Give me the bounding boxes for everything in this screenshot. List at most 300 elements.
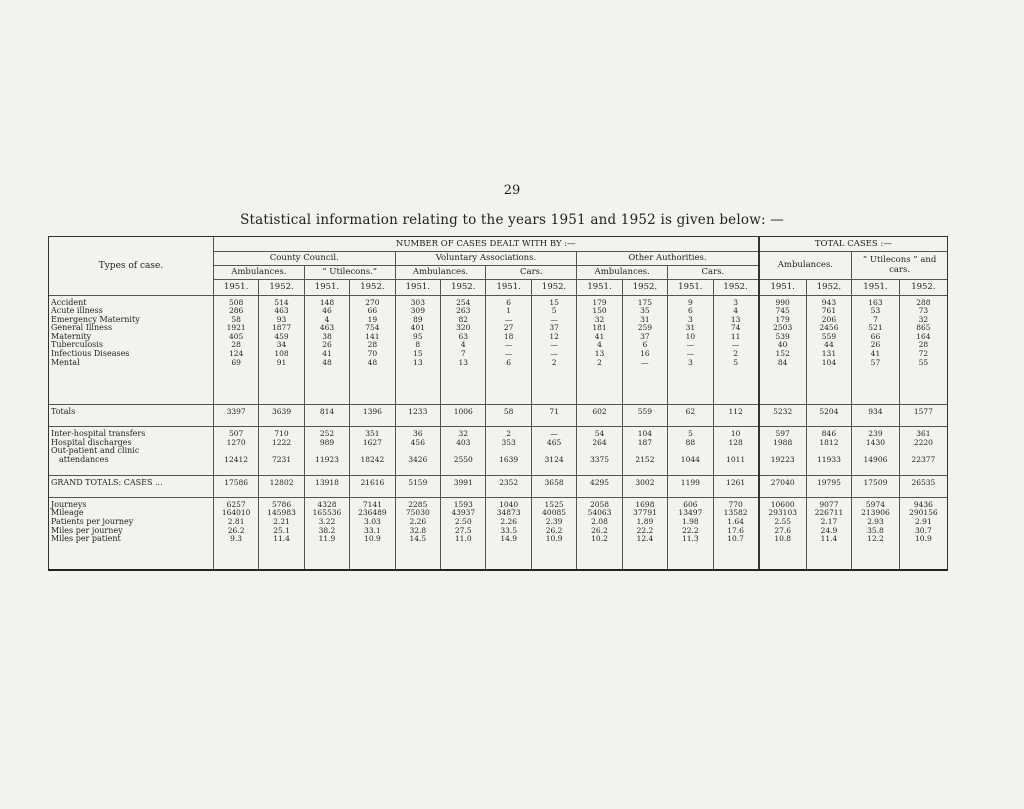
cell-value: —: [550, 429, 558, 439]
cell-value: —: [550, 349, 558, 359]
cell-value: 2503: [773, 323, 793, 333]
cell-value: 2: [597, 357, 602, 367]
cell-value: 38.2: [318, 525, 336, 535]
value-cell: [486, 497, 531, 569]
cell-value: 89: [413, 314, 423, 324]
value-cell: [213, 295, 258, 405]
cell-value: 179: [592, 297, 607, 307]
cell-value: 559: [637, 407, 653, 417]
cell-value: 131: [821, 349, 837, 359]
cell-value: —: [686, 340, 695, 350]
cell-value: 164010: [221, 508, 251, 518]
row-label: Tuberculosis: [51, 340, 103, 350]
cell-value: 179: [775, 314, 790, 324]
cell-value: 6: [506, 297, 512, 307]
cell-value: 2058: [589, 499, 610, 509]
value-cell: [213, 405, 258, 427]
cell-value: 30.7: [915, 525, 932, 535]
cell-value: 4295: [589, 478, 610, 488]
value-cell: [806, 497, 851, 569]
cell-value: 761: [821, 306, 837, 316]
cell-value: 9.3: [230, 534, 243, 544]
cell-value: 11.9: [318, 534, 336, 544]
cell-value: 19223: [770, 454, 795, 464]
cell-value: 187: [637, 437, 653, 447]
cell-value: 124: [228, 349, 244, 359]
cell-value: 1812: [819, 437, 839, 447]
cell-value: —: [550, 340, 558, 350]
cell-value: 12.2: [867, 534, 884, 544]
cell-value: 507: [228, 429, 244, 439]
cell-value: —: [504, 340, 513, 350]
cell-value: 1.89: [636, 517, 654, 527]
cell-value: 21616: [360, 478, 385, 488]
value-cell: [531, 497, 576, 569]
table-row: [49, 497, 947, 569]
cell-value: 5: [733, 357, 738, 367]
cell-value: 22377: [911, 454, 936, 464]
cell-value: 26.2: [227, 525, 245, 535]
cell-value: 10.9: [364, 534, 381, 544]
cell-value: 73: [918, 306, 929, 316]
cell-value: 459: [274, 331, 289, 341]
cell-value: 1270: [226, 437, 246, 447]
cell-value: 10: [685, 331, 696, 341]
total-ambulances-header: Ambulances.: [759, 251, 852, 279]
cell-value: 770: [728, 499, 743, 509]
cell-value: 11: [730, 331, 741, 341]
value-cell: [577, 427, 622, 476]
cell-value: 14.9: [500, 534, 518, 544]
cell-value: 270: [365, 297, 380, 307]
cell-value: 82: [458, 314, 469, 324]
cell-value: 46: [322, 306, 332, 316]
cell-value: 43937: [451, 508, 476, 518]
cell-value: 13582: [723, 508, 748, 518]
cell-value: 403: [456, 437, 471, 447]
cell-value: 75030: [405, 508, 430, 518]
value-cell: [304, 497, 349, 569]
cell-value: 108: [274, 349, 289, 359]
cell-value: 28: [367, 340, 378, 350]
value-cell: [213, 427, 258, 476]
cell-value: 559: [821, 331, 837, 341]
value-cell: [806, 405, 851, 427]
cell-value: 606: [683, 499, 698, 509]
cell-value: 539: [775, 331, 790, 341]
cell-value: 3397: [226, 407, 246, 417]
cell-value: 26.2: [591, 525, 608, 535]
cell-value: 1.64: [727, 517, 744, 527]
cell-value: 5: [687, 429, 693, 439]
cell-value: 66: [870, 331, 881, 341]
cell-value: 3426: [408, 454, 428, 464]
value-cell: [852, 427, 900, 476]
cell-value: 95: [413, 331, 423, 341]
value-cell: [668, 405, 713, 427]
cell-value: 41: [870, 349, 881, 359]
oa-cars-header: Cars.: [668, 265, 759, 279]
cell-value: 1577: [913, 407, 933, 417]
value-cell: [622, 497, 667, 569]
cell-value: 463: [274, 306, 289, 316]
cell-value: —: [731, 340, 740, 350]
cell-value: 264: [592, 437, 607, 447]
cell-value: 9077: [819, 499, 839, 509]
value-cell: [350, 405, 395, 427]
cell-value: 7141: [362, 499, 382, 509]
cell-value: 13: [413, 357, 423, 367]
cell-value: 5232: [773, 407, 793, 417]
cell-value: 1222: [272, 437, 292, 447]
cell-value: 7: [873, 314, 878, 324]
cell-value: 4328: [317, 499, 337, 509]
cell-value: 465: [546, 437, 562, 447]
row-label: Miles per patient: [51, 534, 121, 544]
cell-value: —: [550, 314, 558, 324]
cell-value: 1: [506, 306, 512, 316]
cell-value: 165536: [312, 508, 342, 518]
cell-value: 36: [413, 429, 423, 439]
total-utilecons-cars-header: “ Utilecons ” and cars.: [852, 251, 947, 279]
cell-value: 1261: [726, 478, 746, 488]
value-cell: [304, 295, 349, 405]
cell-value: 152: [775, 349, 790, 359]
cell-value: 514: [274, 297, 289, 307]
cell-value: 26: [322, 340, 332, 350]
value-cell: [713, 427, 759, 476]
cell-value: 32: [594, 314, 605, 324]
cell-value: 303: [410, 297, 425, 307]
va-cars-header: Cars.: [486, 265, 577, 279]
cell-value: 508: [228, 297, 244, 307]
value-cell: [668, 427, 713, 476]
cell-value: 27.6: [774, 525, 792, 535]
value-cell: [486, 295, 531, 405]
cell-value: 401: [410, 323, 425, 333]
cell-value: 5974: [865, 499, 885, 509]
cell-value: 7: [460, 349, 466, 359]
cell-value: 1040: [499, 499, 519, 509]
cell-value: 2.21: [273, 517, 290, 527]
value-cell: [899, 405, 947, 427]
table-row: [49, 295, 947, 405]
voluntary-associations-header: Voluntary Associations.: [395, 251, 577, 265]
value-cell: [806, 476, 851, 498]
cell-value: 58: [503, 407, 514, 417]
cell-value: —: [686, 349, 695, 359]
cell-value: 18: [503, 331, 514, 341]
cell-value: 41: [594, 331, 605, 341]
cell-value: 11.0: [454, 534, 472, 544]
cell-value: 10600: [770, 499, 795, 509]
value-cell: [577, 295, 622, 405]
row-label: Maternity: [51, 331, 92, 341]
value-cell: [713, 405, 759, 427]
table-body: [49, 295, 947, 569]
value-cell: [441, 476, 486, 498]
cell-value: 40: [777, 340, 788, 350]
cell-value: 3639: [272, 407, 292, 417]
cell-value: 814: [319, 407, 335, 417]
cell-value: 934: [868, 407, 883, 417]
oa-ambulances-header: Ambulances.: [577, 265, 668, 279]
cell-value: 175: [637, 297, 653, 307]
cell-value: 2: [733, 349, 738, 359]
value-cell: [531, 295, 576, 405]
cell-value: 3658: [544, 478, 564, 488]
cell-value: 2152: [635, 454, 655, 464]
cell-value: 10.2: [591, 534, 608, 544]
cell-value: 2.39: [545, 517, 563, 527]
cell-value: 2456: [819, 323, 839, 333]
cell-value: 88: [685, 437, 696, 447]
cell-value: 19795: [817, 478, 841, 488]
cell-value: 239: [868, 429, 883, 439]
value-cell: [899, 295, 947, 405]
cell-value: 26.2: [545, 525, 563, 535]
cell-value: 9: [687, 297, 693, 307]
value-cell: [713, 497, 759, 569]
cell-value: —: [504, 349, 513, 359]
cell-value: 62: [685, 407, 696, 417]
cell-value: 1877: [272, 323, 292, 333]
cell-value: 18242: [360, 454, 385, 464]
cell-value: 1988: [773, 437, 793, 447]
cell-value: 3: [687, 314, 693, 324]
value-cell: [259, 497, 304, 569]
cell-value: 91: [276, 357, 287, 367]
row-label: Acute illness: [51, 306, 103, 316]
row-label: General Illness: [51, 323, 113, 333]
cell-value: 6257: [226, 499, 246, 509]
cell-value: 3124: [544, 454, 564, 464]
cell-value: 13918: [315, 478, 339, 488]
cell-value: 54: [594, 429, 605, 439]
row-label: Mental: [51, 357, 80, 367]
cell-value: 34873: [496, 508, 521, 518]
cell-value: 12.4: [636, 534, 654, 544]
cell-value: 293103: [768, 508, 797, 518]
value-cell: [759, 405, 807, 427]
cell-value: 8: [415, 340, 421, 350]
value-cell: [852, 497, 900, 569]
cell-value: 5204: [819, 407, 839, 417]
value-cell: [304, 427, 349, 476]
value-cell: [668, 295, 713, 405]
cell-value: 12412: [224, 454, 249, 464]
cell-value: 3.22: [318, 517, 336, 527]
cell-value: 1199: [680, 478, 700, 488]
cell-value: 5: [551, 306, 557, 316]
cell-value: 2.93: [867, 517, 884, 527]
value-cell: [622, 476, 667, 498]
cell-value: 2.17: [820, 517, 838, 527]
cell-value: 66: [367, 306, 378, 316]
value-cell: [759, 476, 807, 498]
cell-value: 6: [642, 340, 648, 350]
value-cell: [531, 405, 576, 427]
value-cell: [350, 295, 395, 405]
number-of-cases-header: NUMBER OF CASES DEALT WITH BY :—: [213, 237, 758, 251]
cell-value: 31: [685, 323, 696, 333]
row-label-cell: [49, 497, 213, 569]
value-cell: [577, 405, 622, 427]
row-label: Totals: [51, 407, 76, 417]
value-cell: [395, 497, 440, 569]
cell-value: 263: [456, 306, 471, 316]
row-label-cell: [49, 427, 213, 476]
cell-value: 2: [506, 429, 512, 439]
value-cell: [531, 427, 576, 476]
row-label: GRAND TOTALS: CASES ...: [51, 478, 163, 488]
table-row: [49, 476, 947, 498]
cell-value: 10.7: [727, 534, 744, 544]
cell-value: 104: [637, 429, 653, 439]
cell-value: 5159: [408, 478, 428, 488]
cell-value: 4: [733, 306, 738, 316]
cell-value: 12: [549, 331, 559, 341]
value-cell: [852, 476, 900, 498]
cell-value: 93: [276, 314, 287, 324]
page-number: 29: [503, 183, 521, 198]
cell-value: 35.8: [867, 525, 884, 535]
cell-value: 19: [367, 314, 378, 324]
value-cell: [577, 497, 622, 569]
cell-value: 2220: [913, 437, 933, 447]
cell-value: 48: [367, 357, 378, 367]
row-label: Inter-hospital transfers: [51, 429, 146, 439]
cell-value: 14.5: [409, 534, 427, 544]
cell-value: 163: [868, 297, 883, 307]
cell-value: 2.55: [774, 517, 792, 527]
cell-value: 13: [594, 349, 605, 359]
value-cell: [668, 497, 713, 569]
cell-value: 148: [319, 297, 335, 307]
cell-value: 44: [824, 340, 834, 350]
cell-value: 1525: [544, 499, 564, 509]
value-cell: [899, 476, 947, 498]
cell-value: 521: [868, 323, 883, 333]
cell-value: 48: [322, 357, 332, 367]
value-cell: [441, 427, 486, 476]
year-header: 1952.: [806, 279, 851, 295]
cell-value: 989: [319, 437, 335, 447]
value-cell: [441, 405, 486, 427]
cell-value: 71: [549, 407, 559, 417]
value-cell: [852, 405, 900, 427]
year-header: 1951.: [395, 279, 440, 295]
total-cases-header: TOTAL CASES :—: [759, 237, 947, 251]
cell-value: 11.3: [682, 534, 699, 544]
cell-value: 288: [916, 297, 931, 307]
cell-value: 846: [821, 429, 837, 439]
value-cell: [759, 295, 807, 405]
cell-value: 12802: [269, 478, 294, 488]
value-cell: [486, 427, 531, 476]
va-ambulances-header: Ambulances.: [395, 265, 486, 279]
cell-value: 2.26: [409, 517, 427, 527]
cell-value: 112: [728, 407, 743, 417]
value-cell: [304, 405, 349, 427]
cell-value: 290156: [909, 508, 938, 518]
cell-value: 104: [821, 357, 837, 367]
value-cell: [441, 497, 486, 569]
value-cell: [350, 476, 395, 498]
cell-value: 1921: [226, 323, 246, 333]
value-cell: [713, 295, 759, 405]
cell-value: 11.4: [273, 534, 290, 544]
year-header: 1952.: [259, 279, 304, 295]
cell-value: 27.5: [454, 525, 472, 535]
cell-value: 11923: [315, 454, 339, 464]
cell-value: 17.6: [727, 525, 744, 535]
value-cell: [395, 405, 440, 427]
cell-value: 254: [456, 297, 471, 307]
row-label: Mileage: [51, 508, 84, 518]
cell-value: 13: [458, 357, 469, 367]
cell-value: 2.26: [500, 517, 518, 527]
row-label: Patients per journey: [51, 517, 134, 527]
cc-utilecons-header: “ Utilecons.”: [304, 265, 395, 279]
table-caption: Statistical information relating to the years 1951 and 1952 is given below: —: [240, 212, 784, 228]
cell-value: 1627: [362, 437, 382, 447]
cell-value: 1.98: [682, 517, 699, 527]
cell-value: 150: [592, 306, 607, 316]
cell-value: 286: [228, 306, 244, 316]
cell-value: 6: [687, 306, 693, 316]
row-label: Accident: [51, 297, 87, 307]
cell-value: 33.5: [500, 525, 518, 535]
cell-value: 1698: [635, 499, 655, 509]
cell-value: 16: [640, 349, 650, 359]
value-cell: [622, 295, 667, 405]
cell-value: 17509: [863, 478, 888, 488]
cell-value: 2: [551, 357, 557, 367]
cell-value: 1233: [408, 407, 428, 417]
cell-value: 213906: [861, 508, 890, 518]
cell-value: 2550: [453, 454, 473, 464]
cell-value: 309: [410, 306, 425, 316]
cell-value: 3: [687, 357, 693, 367]
cell-value: 145983: [267, 508, 296, 518]
cell-value: 34: [276, 340, 287, 350]
value-cell: [486, 405, 531, 427]
row-label: Miles per journey: [51, 525, 123, 535]
cell-value: 7231: [272, 454, 292, 464]
cell-value: 4: [597, 340, 602, 350]
cell-value: 74: [730, 323, 741, 333]
statistics-table: [49, 237, 947, 569]
cell-value: 14906: [863, 454, 888, 464]
cell-value: 37: [640, 331, 650, 341]
cell-value: 17586: [224, 478, 249, 488]
value-cell: [259, 295, 304, 405]
cell-value: 22.2: [636, 525, 654, 535]
cell-value: 2.08: [591, 517, 608, 527]
year-header: 1951.: [486, 279, 531, 295]
table-row: [49, 427, 947, 476]
cell-value: 57: [870, 357, 881, 367]
value-cell: [259, 405, 304, 427]
cell-value: 22.2: [682, 525, 699, 535]
value-cell: [486, 476, 531, 498]
cell-value: 28: [231, 340, 241, 350]
cell-value: 15: [549, 297, 559, 307]
cell-value: 865: [916, 323, 931, 333]
cell-value: 463: [319, 323, 335, 333]
row-label: attendances: [59, 454, 109, 464]
